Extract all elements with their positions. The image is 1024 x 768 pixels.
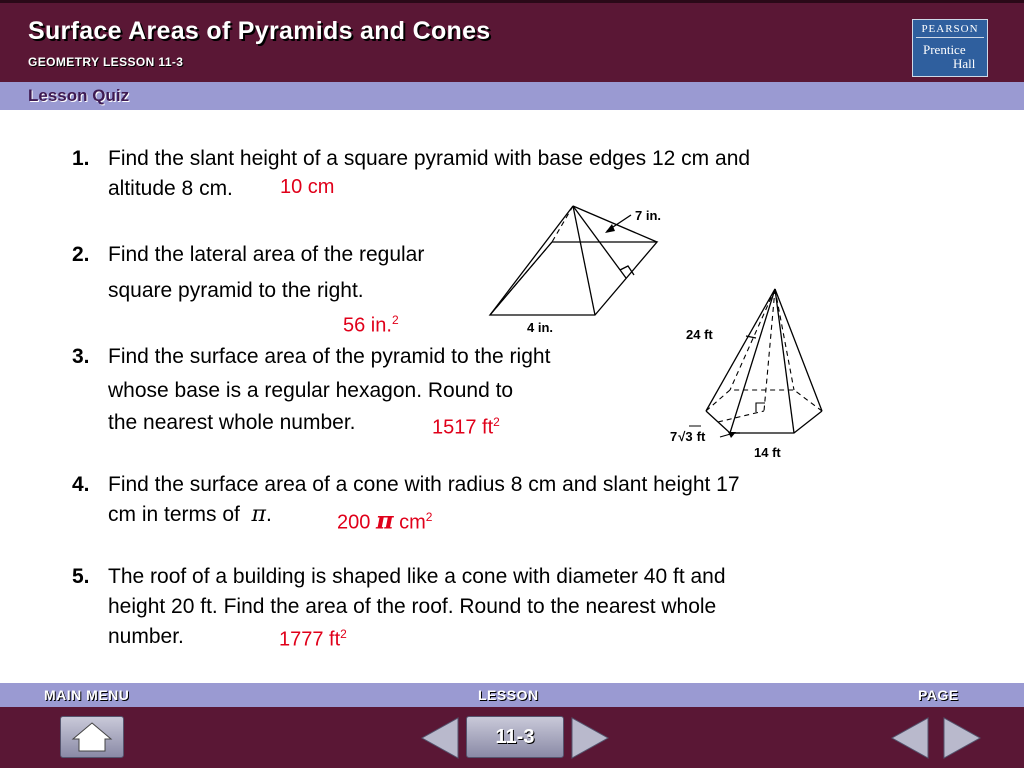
question-2-number: 2. [72, 243, 90, 266]
hexagonal-pyramid-figure [670, 285, 830, 465]
answer-4-coefficient: 200 [337, 511, 371, 534]
page-title: Surface Areas of Pyramids and Cones [28, 17, 491, 45]
section-label: Lesson Quiz [28, 86, 130, 105]
section-bar [0, 82, 1024, 110]
hexagon-base-front [706, 411, 822, 433]
question-3-number: 3. [72, 345, 90, 368]
next-page-arrow-icon[interactable] [940, 716, 984, 760]
answer-4-pi-symbol: π [375, 505, 394, 535]
page-label: PAGE [918, 687, 959, 703]
header-banner [0, 0, 1024, 82]
answer-4-exponent: 2 [425, 510, 433, 524]
hex-edge-1 [706, 289, 775, 411]
lesson-number-button[interactable]: 11-3 [466, 716, 564, 758]
question-3-line-1: Find the surface area of the pyramid to the right [108, 345, 551, 368]
pearson-logo [912, 19, 988, 77]
question-3-line-3: the nearest whole number. [108, 411, 356, 434]
square-pyramid-figure [485, 198, 685, 338]
answer-3-value: 1517 ft [432, 416, 494, 439]
answer-5-value: 1777 ft [279, 628, 341, 651]
lesson-subtitle: GEOMETRY LESSON 11-3 [28, 55, 184, 69]
pyramid-edge-front [573, 206, 595, 315]
question-5-line-1: The roof of a building is shaped like a cone with diameter 40 ft and [108, 565, 726, 588]
answer-5-exponent: 2 [340, 627, 347, 641]
answer-3 [432, 408, 500, 442]
question-1-line-2: altitude 8 cm. [108, 177, 233, 200]
hex-base-edge-label: 14 ft [754, 445, 781, 460]
question-5-line-2: height 20 ft. Find the area of the roof. Round to the nearest whole [108, 595, 717, 618]
home-icon [61, 717, 123, 757]
answer-3-exponent: 2 [493, 415, 500, 429]
apothem-arrowhead [728, 432, 736, 438]
apothem-unit: ft [696, 429, 706, 444]
hex-edge-3 [775, 289, 794, 433]
logo-rule [916, 37, 984, 38]
question-3-line-2: whose base is a regular hexagon. Round to [108, 379, 514, 402]
question-1-line-1: Find the slant height of a square pyramid with base edges 12 cm and [108, 147, 751, 170]
question-2-line-1: Find the lateral area of the regular [108, 243, 425, 266]
main-menu-button[interactable] [60, 716, 124, 758]
answer-2-value: 56 in. [343, 314, 392, 337]
question-4-period: . [266, 503, 272, 526]
answer-2-exponent: 2 [391, 313, 399, 327]
previous-page-arrow-icon[interactable] [888, 716, 932, 760]
question-1-number: 1. [72, 147, 90, 170]
next-lesson-arrow-icon[interactable] [568, 716, 612, 760]
pyramid-edge-left [490, 206, 573, 315]
navigation-label-bar [0, 683, 1024, 707]
lesson-label: LESSON [478, 687, 539, 703]
question-4-line-1: Find the surface area of a cone with radius 8 cm and slant height 17 [108, 473, 740, 496]
logo-prentice-text: Prentice [923, 42, 966, 57]
hex-apothem [718, 411, 764, 422]
apothem-radicand: 3 [685, 429, 693, 444]
hex-edge-hidden-2 [775, 289, 794, 390]
slant-label-arrowhead [605, 224, 615, 233]
answer-4-unit: cm [399, 511, 426, 534]
question-4-line-2-text: cm in terms of [108, 503, 240, 526]
answer-2 [343, 306, 399, 340]
pyramid-edge-back-hidden [552, 206, 573, 242]
answer-1: 10 cm [280, 176, 335, 198]
question-5-number: 5. [72, 565, 90, 588]
lateral-edge-label: 24 ft [686, 327, 713, 342]
main-menu-label: MAIN MENU [44, 687, 130, 703]
question-4-line-2 [108, 500, 272, 530]
question-2-line-2: square pyramid to the right. [108, 279, 364, 302]
logo-hall-text: Hall [953, 56, 976, 71]
slant-height-label: 7 in. [635, 208, 662, 223]
question-5-line-3: number. [108, 625, 184, 648]
previous-lesson-arrow-icon[interactable] [418, 716, 462, 760]
answer-5 [279, 620, 347, 654]
base-edge-label: 4 in. [527, 320, 554, 335]
question-4-number: 4. [72, 473, 90, 496]
apothem-label: 7√3 ft [670, 429, 706, 444]
answer-4 [337, 503, 432, 537]
hex-edge-hidden-1 [730, 289, 775, 390]
logo-pearson-text: PEARSON [921, 23, 979, 35]
pyramid-base [490, 242, 657, 315]
pi-symbol: π [251, 502, 266, 527]
apothem-coefficient: 7 [670, 429, 678, 444]
